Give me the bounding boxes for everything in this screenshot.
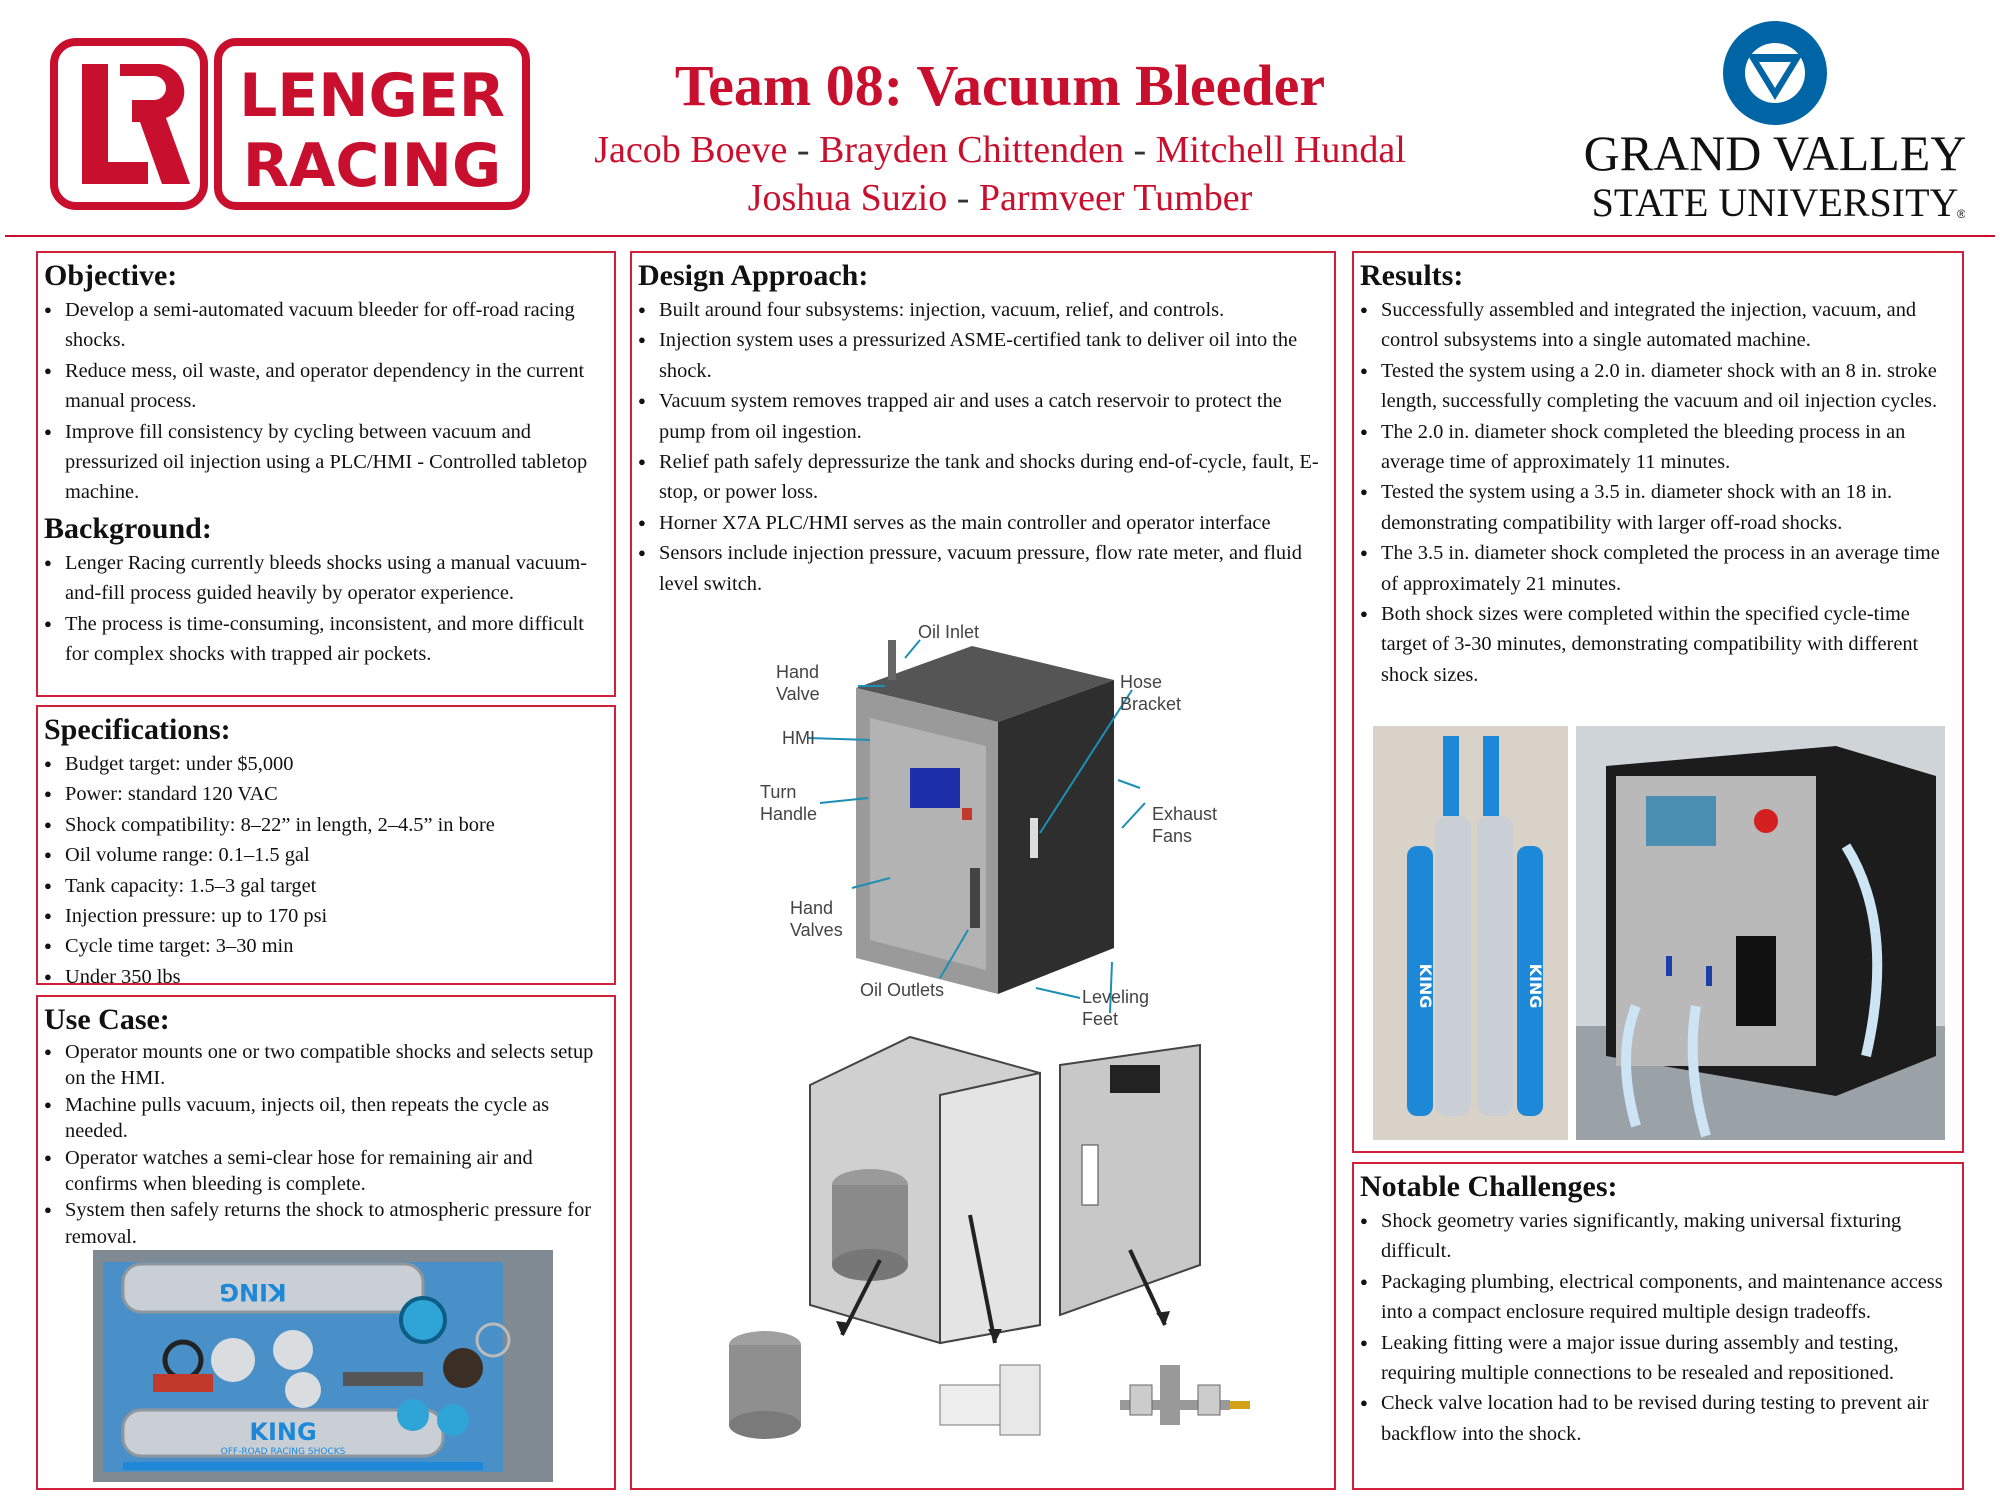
background-list <box>44 548 608 670</box>
list-item: ● The 3.5 in. diameter shock completed the process in an average time of approximately 21 minutes. <box>1360 538 1956 599</box>
shocks-photo-brand-2: KING <box>1526 963 1545 1009</box>
author-separator: - <box>956 177 970 219</box>
author-name: Brayden Chittenden <box>819 129 1124 171</box>
challenges-panel <box>1352 1162 1964 1490</box>
list-item: ● Relief path safely depressurize the tank and shocks during end-of-cycle, fault, E-stop, or power loss. <box>638 447 1328 508</box>
specifications-list <box>44 749 608 992</box>
list-item: ● Tank capacity: 1.5–3 gal target <box>44 871 608 901</box>
list-item: ● Cycle time target: 3–30 min <box>44 931 608 961</box>
specifications-heading: Specifications: <box>44 713 231 746</box>
list-item: ● The 2.0 in. diameter shock completed the bleeding process in an average time of approximately 11 minutes. <box>1360 417 1956 478</box>
callout-hand-valves-2: Valves <box>790 920 843 940</box>
authors-line-1 <box>540 126 1460 174</box>
callout-hand-valves-1: Hand <box>790 898 834 918</box>
background-heading: Background: <box>44 511 212 545</box>
list-item: ● Tested the system using a 2.0 in. diameter shock with an 8 in. stroke length, successfully completing the vacuum and oil injection cycles. <box>1360 356 1956 417</box>
author-separator: - <box>796 129 810 171</box>
objective-background-panel <box>36 251 616 697</box>
callout-hose-bracket-1: Hose <box>1120 672 1163 692</box>
parts-photo-brand-bottom: KING <box>249 1418 317 1446</box>
use-case-heading: Use Case: <box>44 1003 170 1036</box>
list-item: ● Machine pulls vacuum, injects oil, then repeats the cycle as needed. <box>44 1092 608 1145</box>
shocks-photo-brand-1: KING <box>1416 963 1435 1009</box>
callout-turn-handle-2: Handle <box>760 804 818 824</box>
gvsu-logo-line1: GRAND VALLEY <box>1585 125 1965 181</box>
shock-parts-photo <box>93 1250 553 1482</box>
shocks-photo <box>1373 726 1568 1140</box>
parts-photo-subtitle: OFF-ROAD RACING SHOCKS <box>220 1447 346 1457</box>
list-item: ● Shock compatibility: 8–22” in length, 2–4.5” in bore <box>44 810 608 840</box>
lenger-logo-line1: LENGER <box>239 61 505 131</box>
challenges-heading: Notable Challenges: <box>1360 1170 1618 1203</box>
gvsu-logo <box>1585 18 1965 228</box>
list-item: ● Operator mounts one or two compatible shocks and selects setup on the HMI. <box>44 1039 608 1092</box>
list-item: ● Under 350 lbs <box>44 962 608 992</box>
list-item: ● Sensors include injection pressure, vacuum pressure, flow rate meter, and fluid level switch. <box>638 538 1328 599</box>
list-item: ● Injection pressure: up to 170 psi <box>44 901 608 931</box>
author-name: Jacob Boeve <box>594 129 788 171</box>
list-item: ● Injection system uses a pressurized ASME-certified tank to deliver oil into the shock. <box>638 325 1328 386</box>
design-approach-list <box>638 295 1328 599</box>
list-item: ● Operator watches a semi-clear hose for remaining air and confirms when bleeding is complete. <box>44 1145 608 1198</box>
specifications-panel <box>36 705 616 988</box>
list-item: ● Successfully assembled and integrated the injection, vacuum, and control subsystems into a single automated machine. <box>1360 295 1956 356</box>
lenger-racing-logo <box>50 38 530 210</box>
list-item: ● Budget target: under $5,000 <box>44 749 608 779</box>
objective-heading: Objective: <box>44 259 178 292</box>
objective-list <box>44 295 608 508</box>
list-item: ● Reduce mess, oil waste, and operator dependency in the current manual process. <box>44 356 608 417</box>
list-item: ● Tested the system using a 3.5 in. diameter shock with an 18 in. demonstrating compatibility with larger off-road shocks. <box>1360 477 1956 538</box>
authors-line-2 <box>540 174 1460 222</box>
list-item: ● Develop a semi-automated vacuum bleeder for off-road racing shocks. <box>44 295 608 356</box>
author-name: Mitchell Hundal <box>1155 129 1406 171</box>
registered-mark: ® <box>1957 207 1965 221</box>
callout-oil-inlet: Oil Inlet <box>918 622 980 642</box>
author-name: Parmveer Tumber <box>978 177 1253 219</box>
poster-title: Team 08: Vacuum Bleeder <box>674 53 1326 118</box>
list-item: ● Shock geometry varies significantly, making universal fixturing difficult. <box>1360 1206 1956 1267</box>
list-item: ● Horner X7A PLC/HMI serves as the main controller and operator interface <box>638 508 1328 538</box>
list-item: ● Improve fill consistency by cycling between vacuum and pressurized oil injection using a PLC/HMI - Controlled tabletop machine. <box>44 417 608 508</box>
list-item: ● Leaking fitting were a major issue during assembly and testing, requiring multiple connections to be resealed and repositioned. <box>1360 1328 1956 1389</box>
list-item: ● System then safely returns the shock to atmospheric pressure for removal. <box>44 1197 608 1250</box>
list-item: ● The process is time-consuming, inconsistent, and more difficult for complex shocks with trapped air pockets. <box>44 609 608 670</box>
list-item: ● Built around four subsystems: injection, vacuum, relief, and controls. <box>638 295 1328 325</box>
list-item: ● Both shock sizes were completed within the specified cycle-time target of 3-30 minutes, demonstrating compatibility with different shock sizes. <box>1360 599 1956 690</box>
callout-exhaust-fans-2: Fans <box>1152 826 1193 846</box>
title-block <box>540 52 1460 222</box>
list-item: ● Vacuum system removes trapped air and uses a catch reservoir to protect the pump from oil ingestion. <box>638 386 1328 447</box>
author-name: Joshua Suzio <box>747 177 948 219</box>
callout-hand-valve-1: Hand <box>776 662 820 682</box>
callout-hose-bracket-2: Bracket <box>1120 694 1182 714</box>
cad-internal-diagram <box>700 1025 1300 1465</box>
author-separator: - <box>1133 129 1147 171</box>
list-item: ● Oil volume range: 0.1–1.5 gal <box>44 840 608 870</box>
use-case-list <box>44 1039 608 1250</box>
callout-hand-valve-2: Valve <box>776 684 820 704</box>
list-item: ● Check valve location had to be revised during testing to prevent air backflow into the shock. <box>1360 1388 1956 1449</box>
parts-photo-brand-top: KING <box>219 1278 287 1306</box>
callout-oil-outlets: Oil Outlets <box>860 980 945 1000</box>
list-item: ● Lenger Racing currently bleeds shocks using a manual vacuum-and-fill process guided heavily by operator experience. <box>44 548 608 609</box>
header-divider <box>5 235 1995 237</box>
challenges-list <box>1360 1206 1956 1449</box>
results-list <box>1360 295 1956 690</box>
callout-exhaust-fans-1: Exhaust <box>1152 804 1218 824</box>
callout-turn-handle-1: Turn <box>760 782 797 802</box>
results-heading: Results: <box>1360 259 1464 292</box>
machine-photo <box>1576 726 1945 1140</box>
cad-enclosure-diagram <box>740 618 1240 1038</box>
list-item: ● Power: standard 120 VAC <box>44 779 608 809</box>
callout-leveling-feet-1: Leveling <box>1082 987 1150 1007</box>
design-approach-heading: Design Approach: <box>638 259 869 292</box>
callout-hmi: HMI <box>782 728 815 748</box>
gvsu-logo-line2: STATE UNIVERSITY <box>1591 180 1959 225</box>
lenger-logo-line2: RACING <box>242 131 502 201</box>
list-item: ● Packaging plumbing, electrical components, and maintenance access into a compact enclosure required multiple design tradeoffs. <box>1360 1267 1956 1328</box>
callout-leveling-feet-2: Feet <box>1082 1009 1119 1029</box>
